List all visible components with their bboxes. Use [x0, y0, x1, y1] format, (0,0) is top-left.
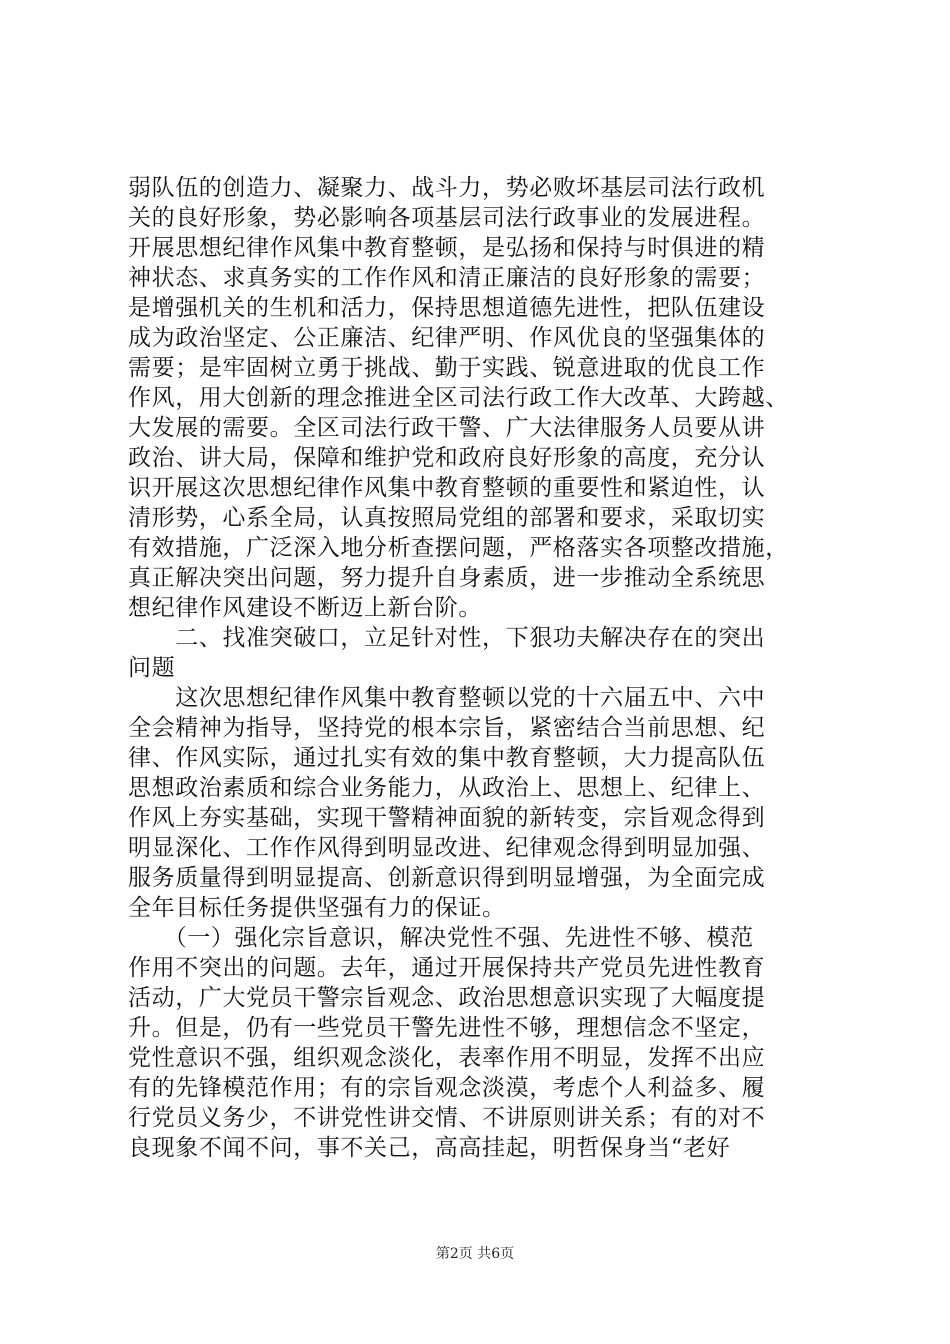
text-line: 政治、讲大局，保障和维护党和政府良好形象的高度，充分认 [128, 445, 766, 471]
text-line: 活动，广大党员干警宗旨观念、政治思想意识实现了大幅度提 [128, 985, 766, 1011]
text-line: 良现象不闻不问，事不关己，高高挂起，明哲保身当“老好 [128, 1135, 731, 1161]
text-line: 有效措施，广泛深入地分析查摆问题，严格落实各项整改措施， [128, 535, 789, 561]
text-line: 党性意识不强，组织观念淡化，表率作用不明显，发挥不出应 [128, 1045, 766, 1071]
text-line: 弱队伍的创造力、凝聚力、战斗力，势必败坏基层司法行政机 [128, 175, 766, 201]
text-line: 想纪律作风建设不断迈上新台阶。 [128, 595, 482, 621]
text-line: 清形势，心系全局，认真按照局党组的部署和要求，采取切实 [128, 505, 766, 531]
text-line: 作用不突出的问题。去年，通过开展保持共产党员先进性教育 [128, 955, 766, 981]
text-line: 真正解决突出问题，努力提升自身素质，进一步推动全系统思 [128, 565, 766, 591]
text-line: 全会精神为指导，坚持党的根本宗旨，紧密结合当前思想、纪 [128, 715, 766, 741]
text-line: 明显深化、工作作风得到明显改进、纪律观念得到明显加强、 [128, 835, 766, 861]
text-line: （一）强化宗旨意识，解决党性不强、先进性不够、模范 [128, 925, 754, 951]
text-line: 服务质量得到明显提高、创新意识得到明显增强，为全面完成 [128, 865, 766, 891]
text-line: 升。但是，仍有一些党员干警先进性不够，理想信念不坚定， [128, 1015, 766, 1041]
text-line: 是增强机关的生机和活力，保持思想道德先进性，把队伍建设 [128, 295, 766, 321]
document-body [128, 173, 828, 1163]
text-line: 全年目标任务提供坚强有力的保证。 [128, 895, 506, 921]
text-line: 有的先锋模范作用；有的宗旨观念淡漠，考虑个人利益多、履 [128, 1075, 766, 1101]
text-line: 开展思想纪律作风集中教育整顿，是弘扬和保持与时俱进的精 [128, 235, 766, 261]
text-line: 思想政治素质和综合业务能力，从政治上、思想上、纪律上、 [128, 775, 766, 801]
text-line: 行党员义务少，不讲党性讲交情、不讲原则讲关系；有的对不 [128, 1105, 766, 1131]
text-line: 律、作风实际，通过扎实有效的集中教育整顿，大力提高队伍 [128, 745, 766, 771]
text-line: 需要；是牢固树立勇于挑战、勤于实践、锐意进取的优良工作 [128, 355, 766, 381]
page-number-footer: 第2页 共6页 [435, 1246, 515, 1262]
text-line: 作风上夯实基础，实现干警精神面貌的新转变，宗旨观念得到 [128, 805, 766, 831]
section-heading: 问题 [128, 655, 176, 681]
text-line: 大发展的需要。全区司法行政干警、广大法律服务人员要从讲 [128, 415, 766, 441]
text-line: 神状态、求真务实的工作作风和清正廉洁的良好形象的需要； [128, 265, 766, 291]
text-line: 成为政治坚定、公正廉洁、纪律严明、作风优良的坚强集体的 [128, 325, 766, 351]
section-heading: 二、找准突破口，立足针对性，下狠功夫解决存在的突出 [128, 625, 766, 651]
text-line: 作风，用大创新的理念推进全区司法行政工作大改革、大跨越、 [128, 385, 789, 411]
text-line: 关的良好形象，势必影响各项基层司法行政事业的发展进程。 [128, 205, 766, 231]
text-line: 识开展这次思想纪律作风集中教育整顿的重要性和紧迫性，认 [128, 475, 766, 501]
text-line: 这次思想纪律作风集中教育整顿以党的十六届五中、六中 [128, 685, 766, 711]
